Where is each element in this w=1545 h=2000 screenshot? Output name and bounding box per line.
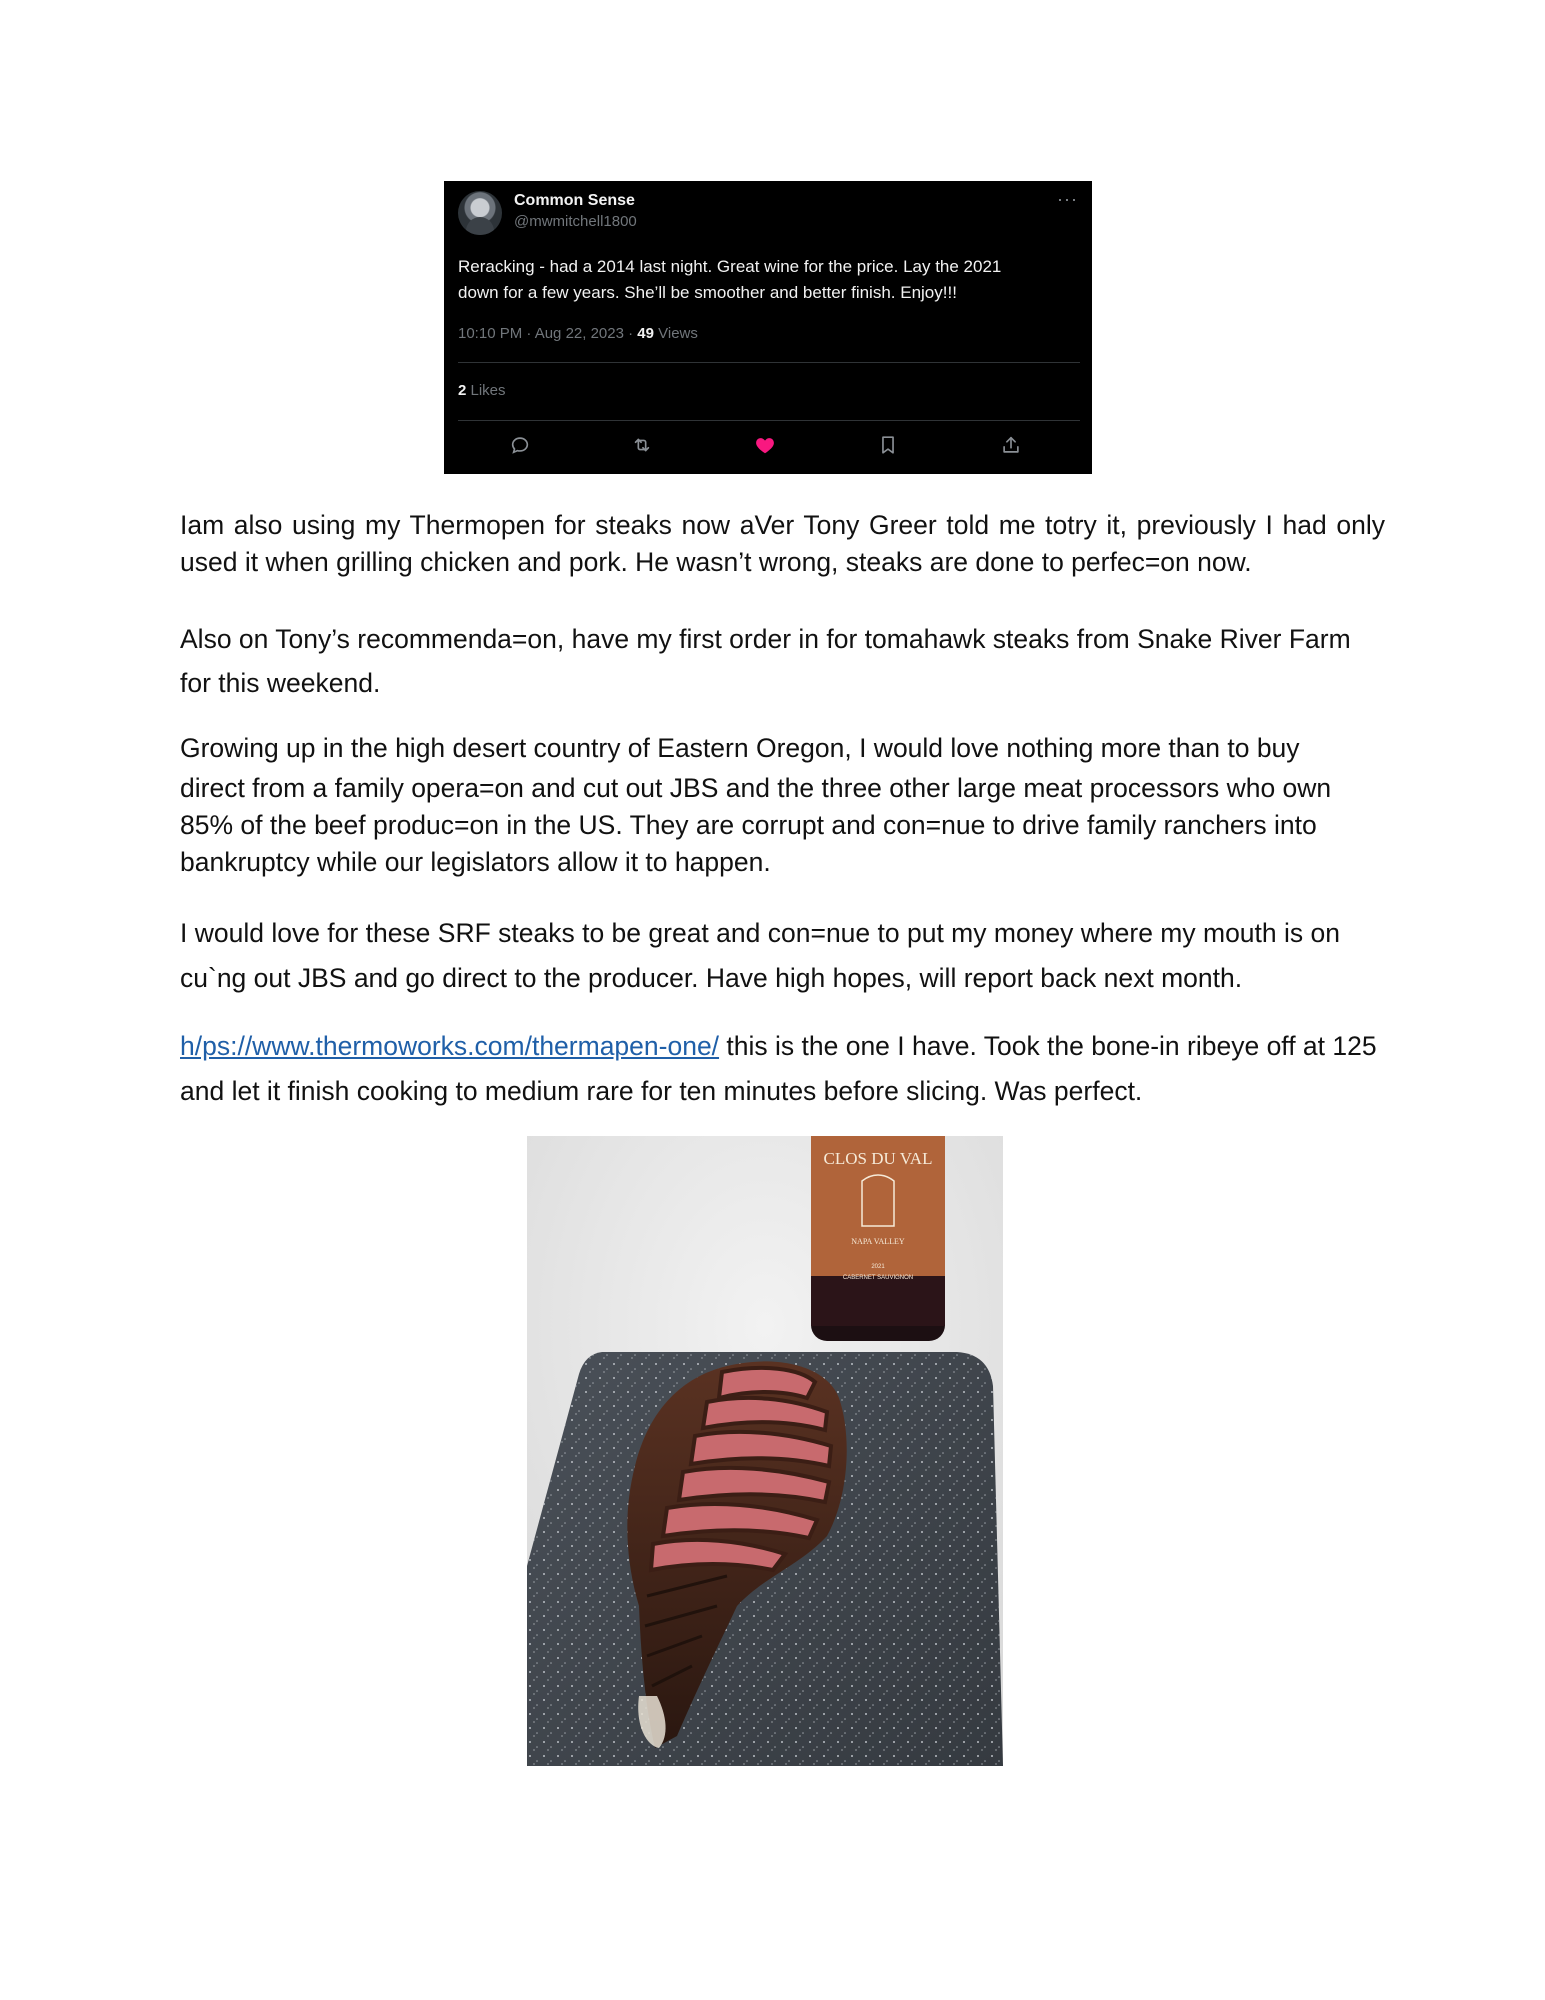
tweet-views-count: 49 <box>637 325 654 342</box>
photo-illustration <box>527 1136 1003 1766</box>
tweet-likes-count: 2 <box>458 382 467 399</box>
bookmark-icon[interactable] <box>874 431 902 459</box>
like-icon[interactable] <box>751 431 779 459</box>
tweet-text <box>458 254 1078 306</box>
share-icon[interactable] <box>997 431 1025 459</box>
paragraph-text: this is the one I have. Took the bone-in ribeye off at 125 and let it finish cooking to medium rare for ten minutes before slicing. Was perfect. <box>180 1031 1377 1106</box>
retweet-icon[interactable] <box>628 431 656 459</box>
tweet-timestamp[interactable]: 10:10 PM · Aug 22, 2023 · <box>458 325 638 342</box>
tweet-text-line: Reracking - had a 2014 last night. Great wine for the price. Lay the 2021 <box>458 257 1002 276</box>
tweet-text-line: down for a few years. She’ll be smoother and better finish. Enjoy!!! <box>458 283 957 302</box>
wine-label-varietal: CABERNET SAUVIGNON <box>842 1275 914 1281</box>
wine-label-region: NAPA VALLEY <box>851 1237 905 1246</box>
avatar[interactable] <box>458 191 502 235</box>
thermapen-link[interactable]: h/ps://www.thermoworks.com/thermapen-one/ <box>180 1031 720 1061</box>
paragraph: Also on Tony’s recommenda=on, have my first order in for tomahawk steaks from Snake River Farm for this weekend. <box>180 624 1351 698</box>
tweet-card <box>444 181 1092 474</box>
wine-label-year: 2021 <box>871 1264 885 1270</box>
divider <box>458 420 1080 421</box>
paragraph <box>180 727 1385 881</box>
tweet-author-name[interactable]: Common Sense <box>514 192 635 209</box>
paragraph: Iam also using my Thermopen for steaks now aVer Tony Greer told me totry it, previously I had only used it when grilling chicken and pork. He wasn’t wrong, steaks are done to perfec=on now. <box>180 510 1385 577</box>
wine-bottle <box>811 1136 945 1341</box>
more-icon[interactable]: ··· <box>1057 189 1078 209</box>
paragraph <box>180 1024 1385 1114</box>
wine-label-brand: CLOS DU VAL <box>823 1149 933 1168</box>
steak-wine-photo <box>527 1136 1003 1766</box>
paragraph-line: Growing up in the high desert country of Eastern Oregon, I would love nothing more than to buy <box>180 733 1300 763</box>
paragraph-line: direct from a family opera=on and cut out JBS and the three other large meat processors who own 85% of the beef produc=on in the US. They are corrupt and con=nue to drive family ranchers into bankruptcy while our legislators allow it to happen. <box>180 773 1332 877</box>
tweet-likes-label: Likes <box>466 382 506 399</box>
divider <box>458 362 1080 363</box>
tweet-action-bar <box>444 431 1092 465</box>
paragraph: I would love for these SRF steaks to be great and con=nue to put my money where my mouth is on cu`ng out JBS and go direct to the producer. Have high hopes, will report back next month. <box>180 918 1340 993</box>
tweet-likes[interactable] <box>458 382 506 399</box>
tweet-views-label: Views <box>653 325 698 342</box>
tweet-meta <box>458 325 698 342</box>
tweet-author-handle[interactable]: @mwmitchell1800 <box>514 213 637 230</box>
reply-icon[interactable] <box>506 431 534 459</box>
